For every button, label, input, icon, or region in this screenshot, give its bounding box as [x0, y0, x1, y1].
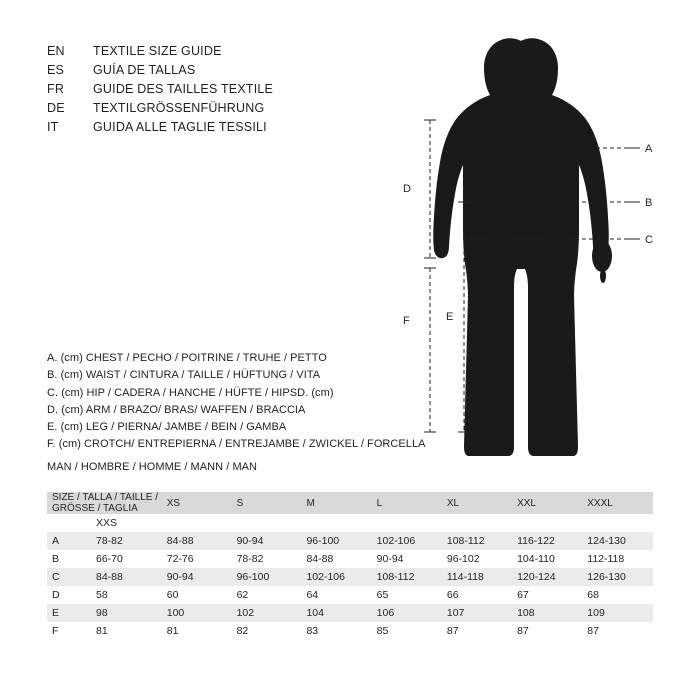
row-label: C: [47, 568, 91, 586]
table-cell: 96-100: [232, 568, 302, 586]
table-row: [47, 586, 653, 604]
table-cell: 96-100: [301, 532, 371, 550]
table-cell: 90-94: [162, 568, 232, 586]
table-cell: 102-106: [301, 568, 371, 586]
table-cell: 67: [512, 586, 582, 604]
table-cell: 114-118: [442, 568, 512, 586]
table-cell: 112-118: [582, 550, 653, 568]
language-row: [47, 82, 347, 101]
table-cell: 124-130: [582, 532, 653, 550]
language-code: FR: [47, 82, 65, 96]
size-table-wrapper: [47, 492, 653, 640]
column-header-spacer: [372, 514, 442, 532]
column-header-spacer: [162, 514, 232, 532]
table-cell: 107: [442, 604, 512, 622]
row-label: B: [47, 550, 91, 568]
column-header-spacer: [301, 514, 371, 532]
table-cell: 87: [442, 622, 512, 640]
measurement-legend: [47, 350, 467, 454]
table-cell: 85: [372, 622, 442, 640]
table-cell: 66-70: [91, 550, 162, 568]
language-code: IT: [47, 120, 59, 134]
language-code: DE: [47, 101, 65, 115]
table-cell: 100: [162, 604, 232, 622]
table-row: [47, 532, 653, 550]
language-row: [47, 44, 347, 63]
table-cell: 81: [91, 622, 162, 640]
marker-label-c: C: [645, 234, 653, 246]
table-cell: 120-124: [512, 568, 582, 586]
table-cell: 90-94: [372, 550, 442, 568]
table-subheader-row: [47, 514, 653, 532]
row-label: D: [47, 586, 91, 604]
table-cell: 84-88: [162, 532, 232, 550]
legend-item: B. (cm) WAIST / CINTURA / TAILLE / HÜFTUNG / VITA: [47, 369, 321, 382]
marker-label-d: D: [403, 183, 411, 195]
marker-label-b: B: [645, 197, 653, 209]
table-cell: 60: [162, 586, 232, 604]
legend-item: D. (cm) ARM / BRAZO/ BRAS/ WAFFEN / BRACCIA: [47, 403, 306, 416]
legend-item: A. (cm) CHEST / PECHO / POITRINE / TRUHE / PETTO: [47, 352, 327, 364]
table-cell: 106: [372, 604, 442, 622]
language-title: TEXTILE SIZE GUIDE: [93, 44, 222, 58]
gender-label: MAN / HOMBRE / HOMME / MANN / MAN: [47, 461, 258, 473]
table-cell: 90-94: [232, 532, 302, 550]
column-header: XXL: [512, 492, 582, 514]
language-title: GUIDA ALLE TAGLIE TESSILI: [93, 120, 267, 134]
legend-item: C. (cm) HIP / CADERA / HANCHE / HÜFTE / HIPSD. (cm): [47, 386, 334, 399]
table-cell: 87: [512, 622, 582, 640]
marker-label-f: F: [403, 315, 410, 327]
language-row: [47, 63, 347, 82]
legend-item: E. (cm) LEG / PIERNA/ JAMBE / BEIN / GAMBA: [47, 421, 287, 434]
table-cell: 126-130: [582, 568, 653, 586]
row-label: E: [47, 604, 91, 622]
table-cell: 81: [162, 622, 232, 640]
marker-label-e: E: [446, 311, 454, 323]
table-cell: 66: [442, 586, 512, 604]
table-cell: 108-112: [372, 568, 442, 586]
language-row: [47, 120, 347, 139]
column-header: M: [301, 492, 371, 514]
size-table: [47, 492, 653, 640]
table-cell: 87: [582, 622, 653, 640]
column-header-spacer: [582, 514, 653, 532]
column-header: S: [232, 492, 302, 514]
table-header-title: SIZE / TALLA / TAILLE / GRÖSSE / TAGLIA: [47, 492, 162, 514]
table-row: [47, 622, 653, 640]
table-cell: 84-88: [301, 550, 371, 568]
language-titles: [47, 44, 347, 139]
column-header: L: [372, 492, 442, 514]
table-cell: 65: [372, 586, 442, 604]
language-code: EN: [47, 44, 65, 58]
column-header: XL: [442, 492, 512, 514]
table-cell: 78-82: [232, 550, 302, 568]
table-cell: 109: [582, 604, 653, 622]
table-cell: 102: [232, 604, 302, 622]
table-cell: 104-110: [512, 550, 582, 568]
table-cell: 64: [301, 586, 371, 604]
column-header: XXXL: [582, 492, 653, 514]
table-cell: 102-106: [372, 532, 442, 550]
language-title: TEXTILGRÖSSENFÜHRUNG: [93, 101, 265, 115]
language-title: GUIDE DES TAILLES TEXTILE: [93, 82, 274, 96]
row-label: A: [47, 532, 91, 550]
row-label: [47, 514, 91, 532]
table-cell: 62: [232, 586, 302, 604]
table-row: [47, 550, 653, 568]
legend-item: F. (cm) CROTCH/ ENTREPIERNA / ENTREJAMBE / ZWICKEL / FORCELLA: [47, 438, 426, 451]
language-title: GUÍA DE TALLAS: [93, 63, 196, 77]
table-cell: 108: [512, 604, 582, 622]
row-label: F: [47, 622, 91, 640]
table-cell: 116-122: [512, 532, 582, 550]
table-cell: 108-112: [442, 532, 512, 550]
table-cell: 98: [91, 604, 162, 622]
marker-label-a: A: [645, 143, 653, 155]
column-header-spacer: [512, 514, 582, 532]
table-cell: 78-82: [91, 532, 162, 550]
table-cell: 104: [301, 604, 371, 622]
table-cell: 96-102: [442, 550, 512, 568]
table-cell: 72-76: [162, 550, 232, 568]
language-row: [47, 101, 347, 120]
table-cell: 82: [232, 622, 302, 640]
table-row: [47, 568, 653, 586]
table-cell: 83: [301, 622, 371, 640]
column-header-spacer: [232, 514, 302, 532]
column-header: XS: [162, 492, 232, 514]
column-header-spacer: [442, 514, 512, 532]
table-header-row: [47, 492, 653, 514]
column-header: XXS: [91, 514, 162, 532]
table-cell: 68: [582, 586, 653, 604]
table-row: [47, 604, 653, 622]
language-code: ES: [47, 63, 65, 77]
table-cell: 84-88: [91, 568, 162, 586]
table-cell: 58: [91, 586, 162, 604]
